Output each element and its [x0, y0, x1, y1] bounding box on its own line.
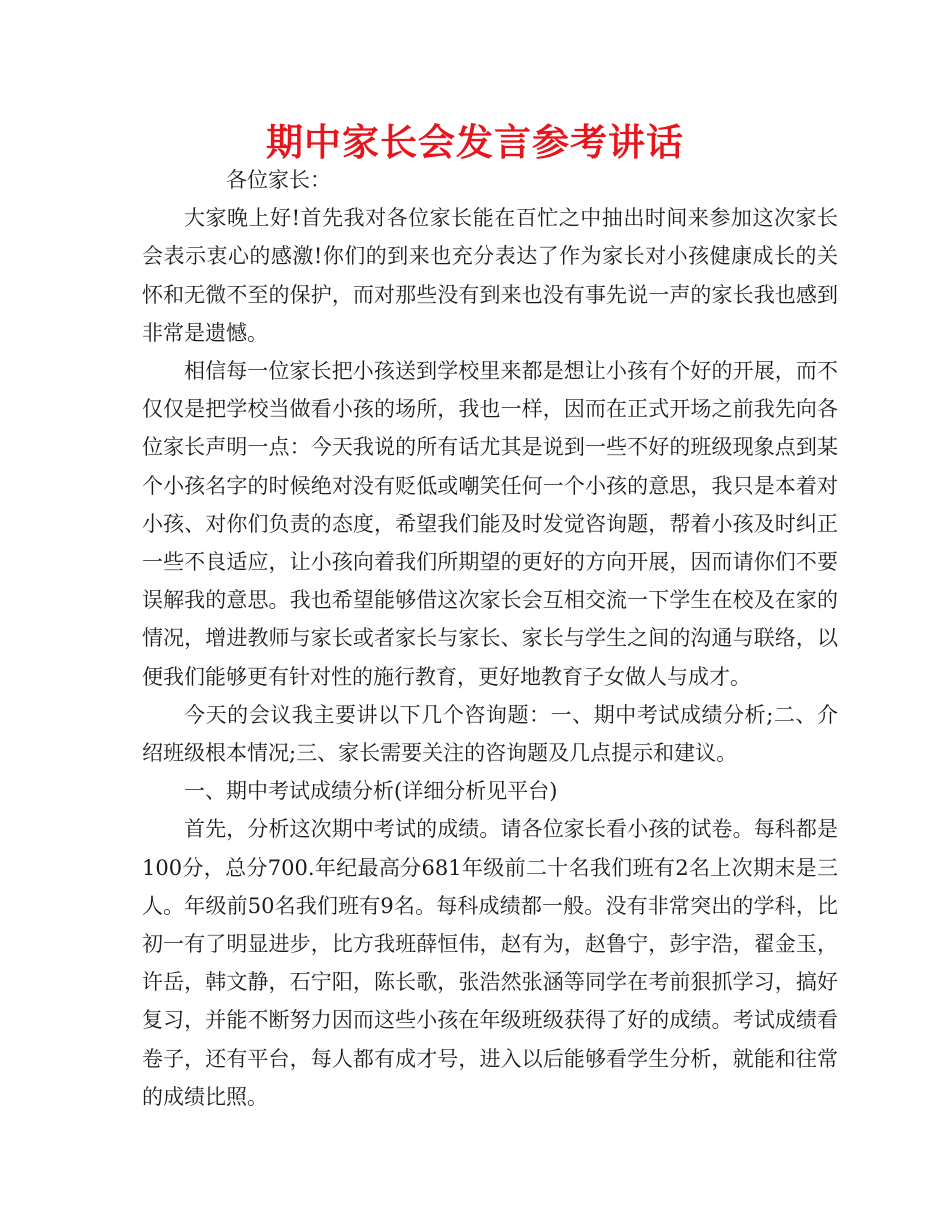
paragraph-agenda: 今天的会议我主要讲以下几个咨询题：一、期中考试成绩分析;二、介绍班级根本情况;三、家长需要关注的咨询题及几点提示和建议。 — [142, 702, 838, 766]
paragraph-opening: 大家晚上好!首先我对各位家长能在百忙之中抽出时间来参加这次家长会表示衷心的感激!你们的到来也充分表达了作为家长对小孩健康成长的关怀和无微不至的保护，而对那些没有到来也没有事先说一声的家长我也感到非常是遗憾。 — [142, 206, 838, 345]
paragraph-statement: 相信每一位家长把小孩送到学校里来都是想让小孩有个好的开展，而不仅仅是把学校当做看小孩的场所，我也一样，因而在正式开场之前我先向各位家长声明一点：今天我说的所有话尤其是说到一些不好的班级现象点到某个小孩名字的时候绝对没有贬低或嘲笑任何一个小孩的意思，我只是本着对小孩、对你们负责的态度，希望我们能及时发觉咨询题，帮着小孩及时纠正一些不良适应，让小孩向着我们所期望的更好的方向开展，因而请你们不要误解我的意思。我也希望能够借这次家长会互相交流一下学生在校及在家的情况，增进教师与家长或者家长与家长、家长与学生之间的沟通与联络，以便我们能够更有针对性的施行教育，更好地教育子女做人与成才。 — [142, 359, 838, 689]
document-body — [142, 161, 838, 1116]
section-heading: 一、期中考试成绩分析(详细分析见平台) — [184, 779, 558, 804]
greeting: 各位家长： — [226, 168, 331, 192]
paragraph-analysis: 首先，分析这次期中考试的成绩。请各位家长看小孩的试卷。每科都是100分，总分700.年纪最高分681年级前二十名我们班有2名上次期末是三人。年级前50名我们班有9名。每科成绩都一般。没有非常突出的学科，比初一有了明显进步，比方我班薛恒伟，赵有为，赵鲁宁，彭宇浩，翟金玉，许岳，韩文静，石宁阳，陈长歌，张浩然张涵等同学在考前狠抓学习，搞好复习，并能不断努力因而这些小孩在年级班级获得了好的成绩。考试成绩看卷子，还有平台，每人都有成才号，进入以后能够看学生分析，就能和往常的成绩比照。 — [142, 817, 838, 1109]
page-title: 期中家长会发言参考讲话 — [266, 121, 684, 164]
